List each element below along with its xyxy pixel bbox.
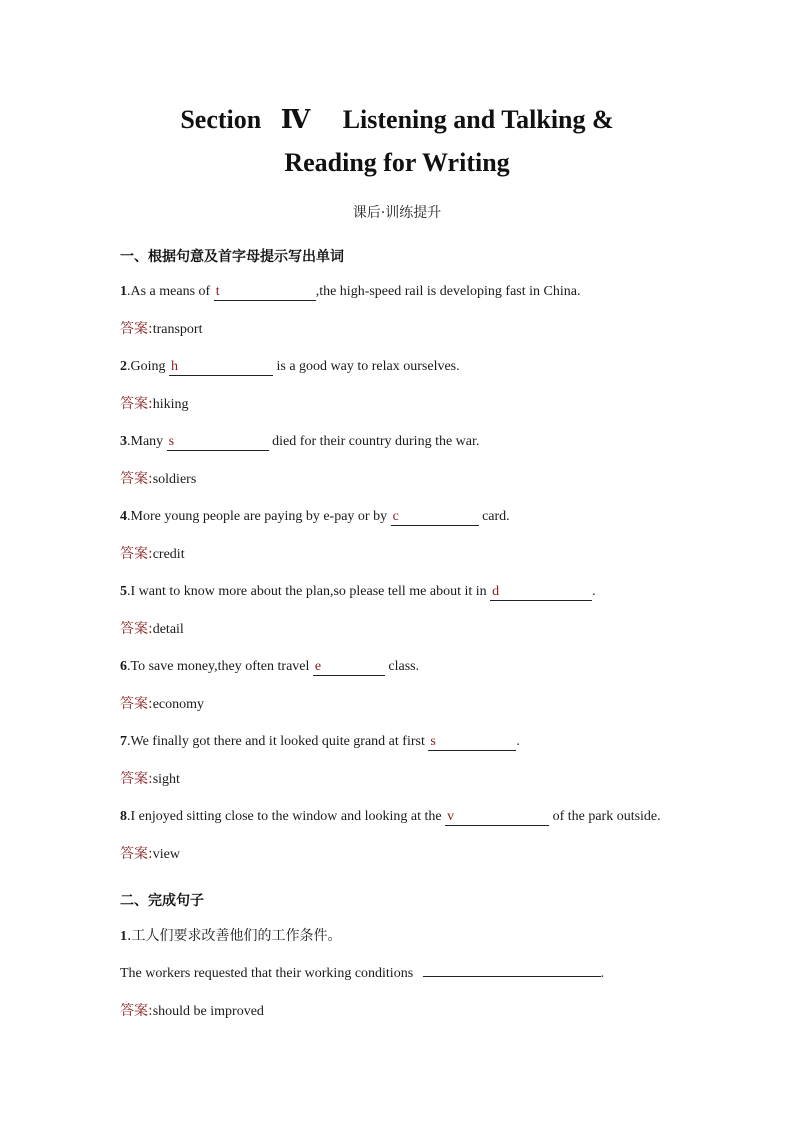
question-number: 8: [120, 809, 127, 824]
page-title: [120, 0, 674, 184]
answer-label: 答案:: [120, 1003, 153, 1019]
question-item: [120, 356, 674, 378]
answer-blank[interactable]: v: [445, 809, 549, 826]
question-item: [120, 506, 674, 528]
question-text: .: [592, 584, 596, 599]
answer-value: view: [152, 847, 180, 862]
question-number: 1: [120, 929, 127, 944]
question-item: [120, 581, 674, 603]
answer-label: 答案:: [120, 321, 153, 337]
question-item: [120, 731, 674, 753]
question-chinese: .工人们要求改善他们的工作条件。: [127, 928, 342, 944]
answer-line: [120, 618, 674, 641]
answer-value: sight: [152, 772, 180, 787]
question-text: .I want to know more about the plan,so please tell me about it in: [127, 584, 491, 599]
answer-label: 答案:: [120, 621, 153, 637]
answer-blank[interactable]: t: [214, 284, 316, 301]
answer-blank[interactable]: [423, 976, 601, 977]
answer-line: [120, 393, 674, 416]
question-text: class.: [384, 659, 420, 674]
answer-line: [120, 543, 674, 566]
question-sentence: [120, 963, 674, 985]
question-text: died for their country during the war.: [268, 434, 480, 449]
question-item: [120, 656, 674, 678]
question-text: .To save money,they often travel: [127, 659, 313, 674]
answer-value: detail: [152, 622, 184, 637]
answer-blank[interactable]: s: [428, 734, 516, 751]
question-text: .We finally got there and it looked quite grand at first: [127, 734, 429, 749]
question-number: 1: [120, 284, 127, 299]
title-line-2: Reading for Writing: [284, 148, 510, 177]
question-text: .I enjoyed sitting close to the window and looking at the: [127, 809, 446, 824]
answer-label: 答案:: [120, 696, 153, 712]
answer-label: 答案:: [120, 771, 153, 787]
answer-line: [120, 693, 674, 716]
answer-blank[interactable]: e: [313, 659, 385, 676]
part2-heading: 二、完成句子: [120, 893, 204, 909]
answer-blank[interactable]: s: [167, 434, 269, 451]
answer-blank[interactable]: c: [391, 509, 479, 526]
question-item: [120, 925, 674, 948]
question-item: [120, 431, 674, 453]
title-section-word: Section: [180, 105, 262, 134]
question-text: .: [600, 966, 605, 981]
title-section-number: Ⅳ: [280, 105, 311, 134]
answer-blank[interactable]: h: [169, 359, 273, 376]
question-item: [120, 806, 674, 828]
question-number: 2: [120, 359, 127, 374]
question-text: .More young people are paying by e-pay or by: [127, 509, 391, 524]
part1-heading: 一、根据句意及首字母提示写出单词: [120, 249, 344, 265]
question-text: .Many: [127, 434, 167, 449]
answer-line: [120, 468, 674, 491]
page-subtitle: 课后·训练提升: [352, 205, 442, 221]
title-line-1: [120, 98, 674, 141]
answer-label: 答案:: [120, 396, 153, 412]
question-text: card.: [478, 509, 510, 524]
question-text: ,the high-speed rail is developing fast in China.: [315, 284, 581, 299]
answer-value: should be improved: [152, 1004, 264, 1019]
question-text: of the park outside.: [549, 809, 661, 824]
answer-value: economy: [152, 697, 205, 712]
title-section-topic: Listening and Talking &: [342, 105, 614, 134]
answer-line: [120, 1000, 674, 1023]
question-text: is a good way to relax ourselves.: [273, 359, 460, 374]
question-text: The workers requested that their working conditions: [120, 966, 417, 981]
answer-line: [120, 768, 674, 791]
answer-label: 答案:: [120, 846, 153, 862]
question-text: .Going: [127, 359, 169, 374]
question-text: .As a means of: [127, 284, 214, 299]
question-text: .: [516, 734, 520, 749]
answer-line: [120, 843, 674, 866]
answer-label: 答案:: [120, 471, 153, 487]
question-number: 6: [120, 659, 127, 674]
answer-line: [120, 318, 674, 341]
question-number: 3: [120, 434, 127, 449]
answer-blank[interactable]: d: [490, 584, 592, 601]
question-number: 4: [120, 509, 127, 524]
question-number: 7: [120, 734, 127, 749]
question-number: 5: [120, 584, 127, 599]
answer-value: credit: [152, 547, 185, 562]
answer-label: 答案:: [120, 546, 153, 562]
answer-value: transport: [152, 322, 203, 337]
answer-value: hiking: [152, 397, 189, 412]
question-item: [120, 281, 674, 303]
answer-value: soldiers: [152, 472, 197, 487]
